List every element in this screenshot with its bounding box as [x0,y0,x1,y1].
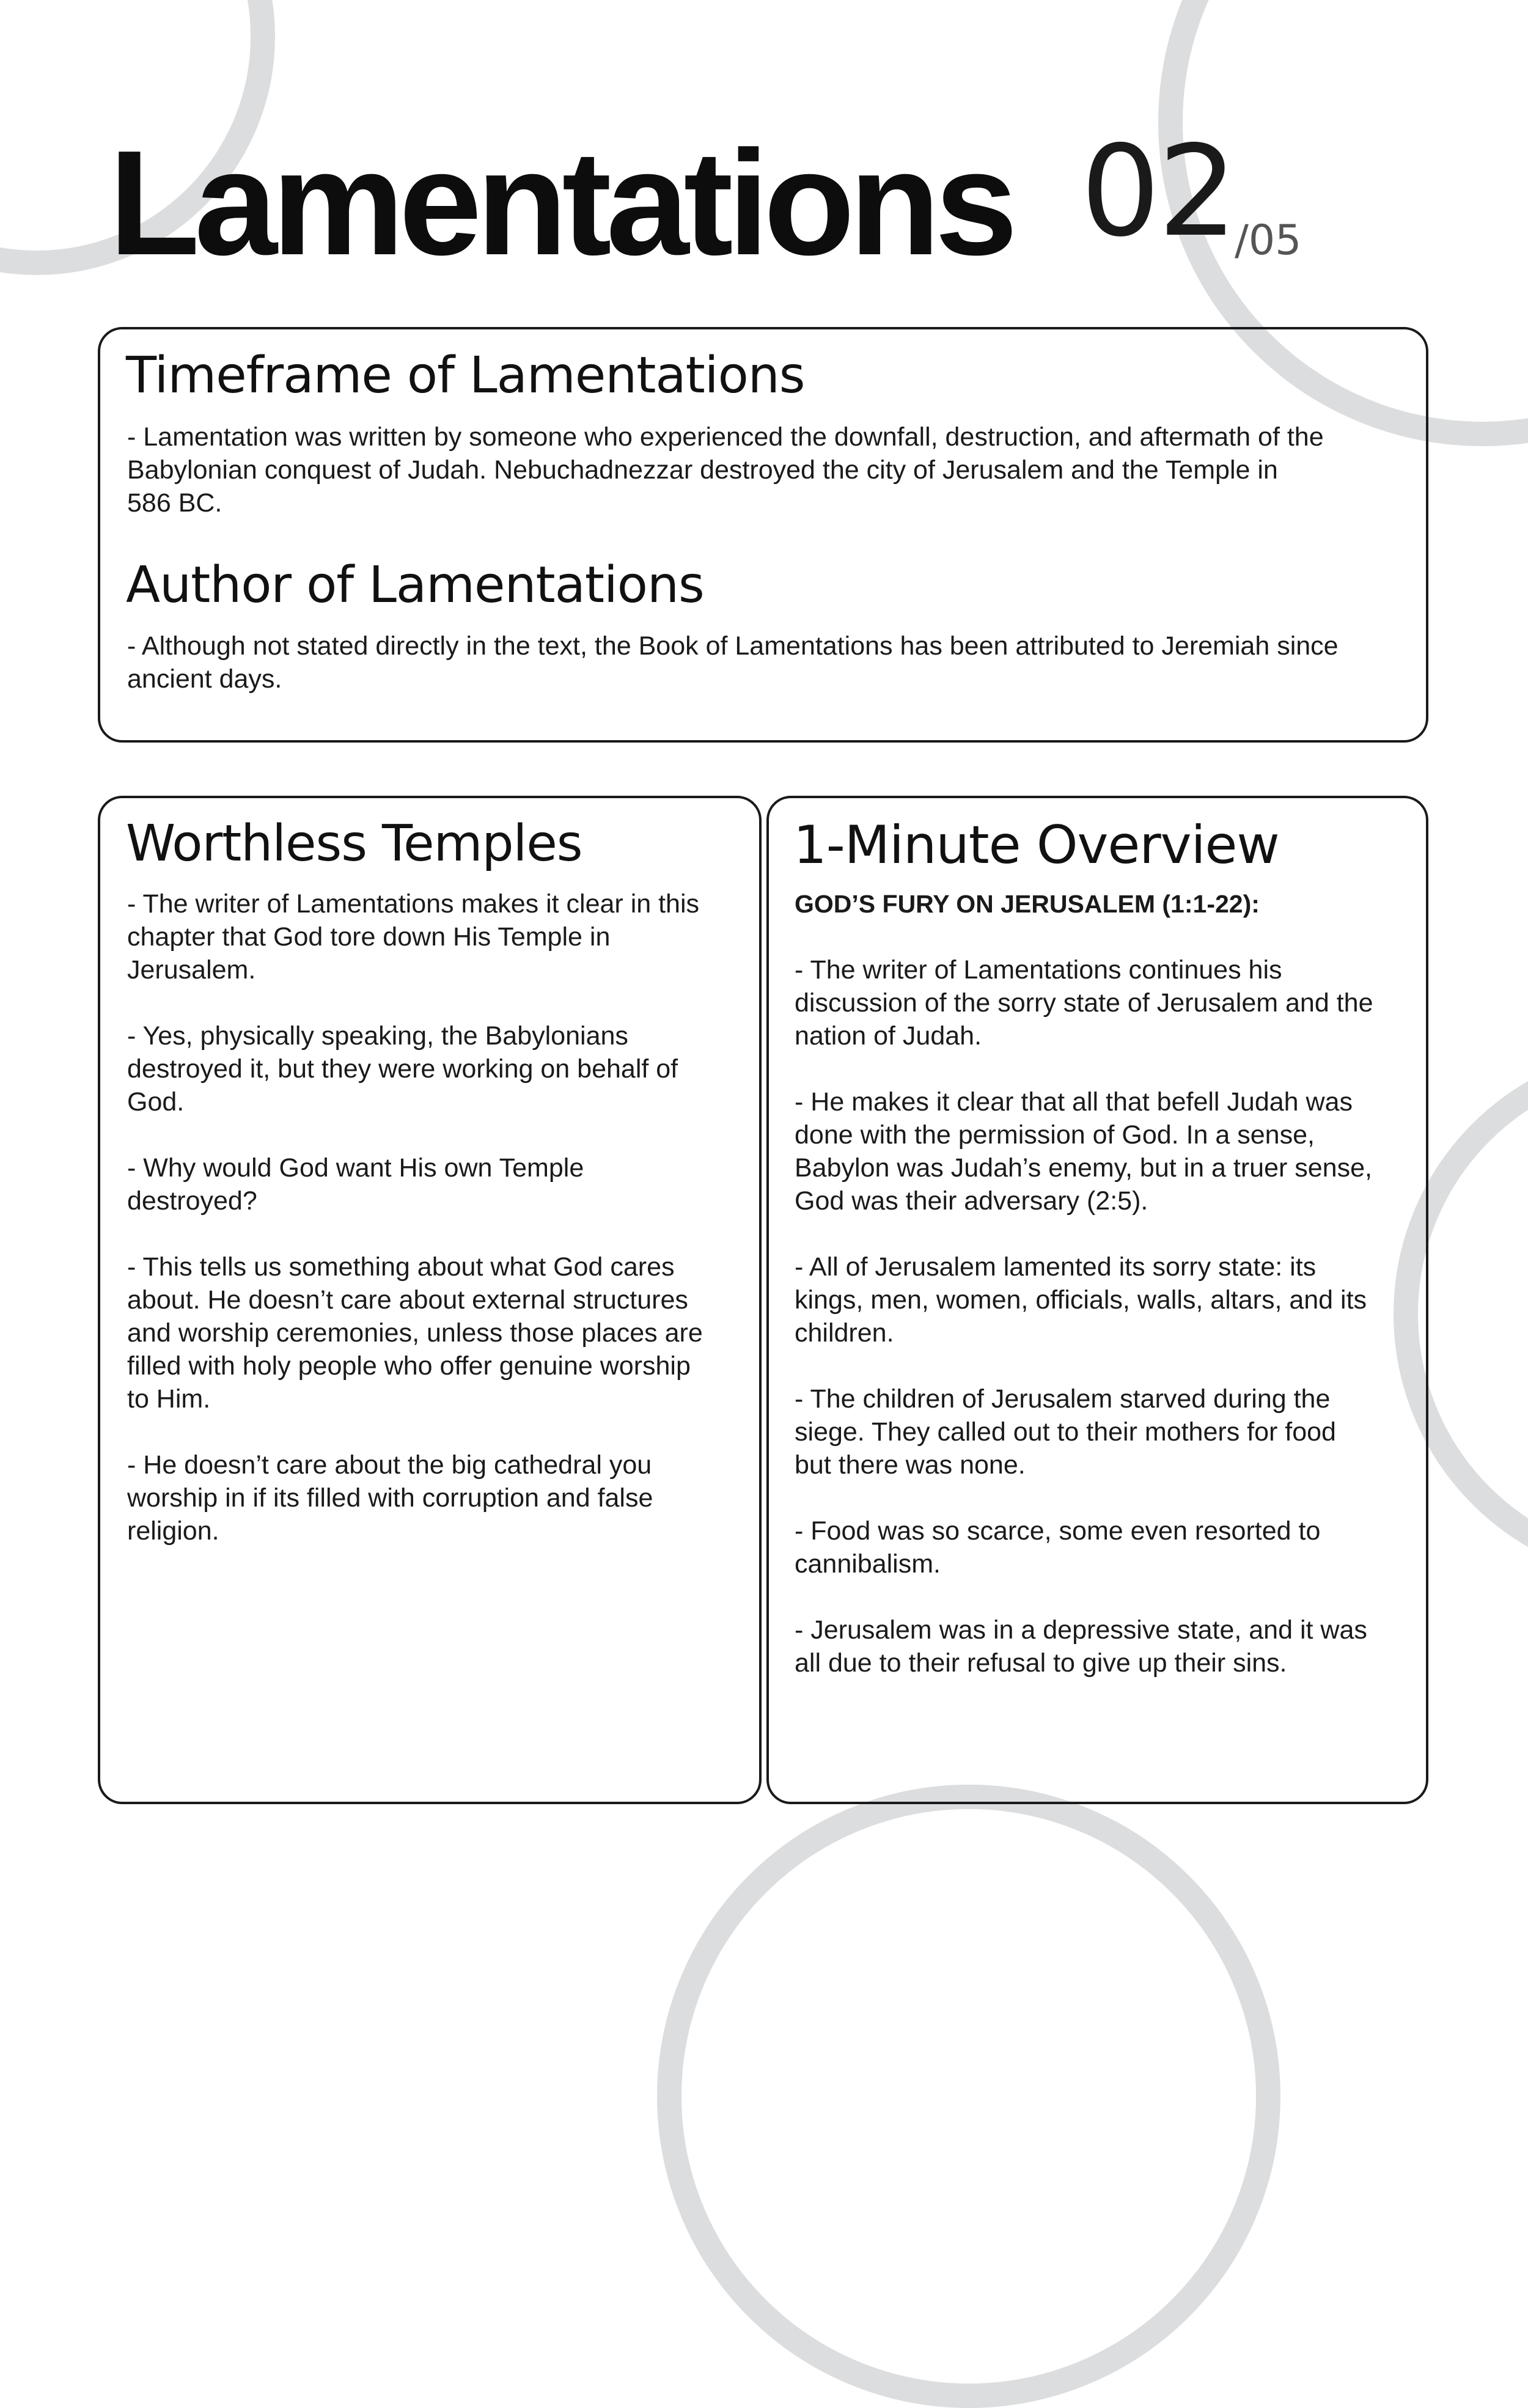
author-heading: Author of Lamentations [126,556,704,614]
worthless-temples-text: - The writer of Lamentations makes it clear in this chapter that God tore down His Temple in Jerusalem. - Yes, physically speaking, the Babylonians destroyed it, but they were working on behalf of God. - Why would God want His own Temple destroyed? - This tells us something about what God cares about. He doesn’t care about external structures and worship ceremonies, unless those places are filled with holy people who offer genuine worship to Him. - He doesn’t care about the big cathedral you worship in if its filled with corruption and false religion. [127,889,703,1546]
overview-text: - The writer of Lamentations continues his discussion of the sorry state of Jerusalem and the nation of Judah. - He makes it clear that all that befell Judah was done with the permission of God. In a sense, Babylon was Judah’s enemy, but in a truer sense, God was their adversary (2:5). - All of Jerusalem lamented its sorry state: its kings, men, women, officials, walls, altars, and its children. - The children of Jerusalem starved during the siege. They called out to their mothers for food but there was none. - Food was so scarce, some even resorted to cannibalism. - Jerusalem was in a depressive state, and it was all due to their refusal to give up their sins. [795,955,1373,1678]
page-title [109,119,1453,287]
decorative-ring-bottom [657,1785,1280,2408]
overview-subheading: GOD’S FURY ON JERUSALEM (1:1-22): [795,890,1260,918]
timeframe-text: - Lamentation was written by someone who experienced the downfall, destruction, and aftermath of the Babylonian conquest of Judah. Nebuchadnezzar destroyed the city of Jerusalem and the Temple in 586 BC. [127,422,1324,518]
page-total: /05 [1235,216,1302,265]
page-number: 02 [1081,119,1235,265]
author-text: - Although not stated directly in the text, the Book of Lamentations has been attributed to Jeremiah since ancient days. [127,631,1339,694]
title-text: Lamentations [109,119,1013,286]
overview-heading: 1-Minute Overview [793,815,1279,876]
worthless-temples-heading: Worthless Temples [126,815,582,873]
timeframe-heading: Timeframe of Lamentations [126,347,805,405]
